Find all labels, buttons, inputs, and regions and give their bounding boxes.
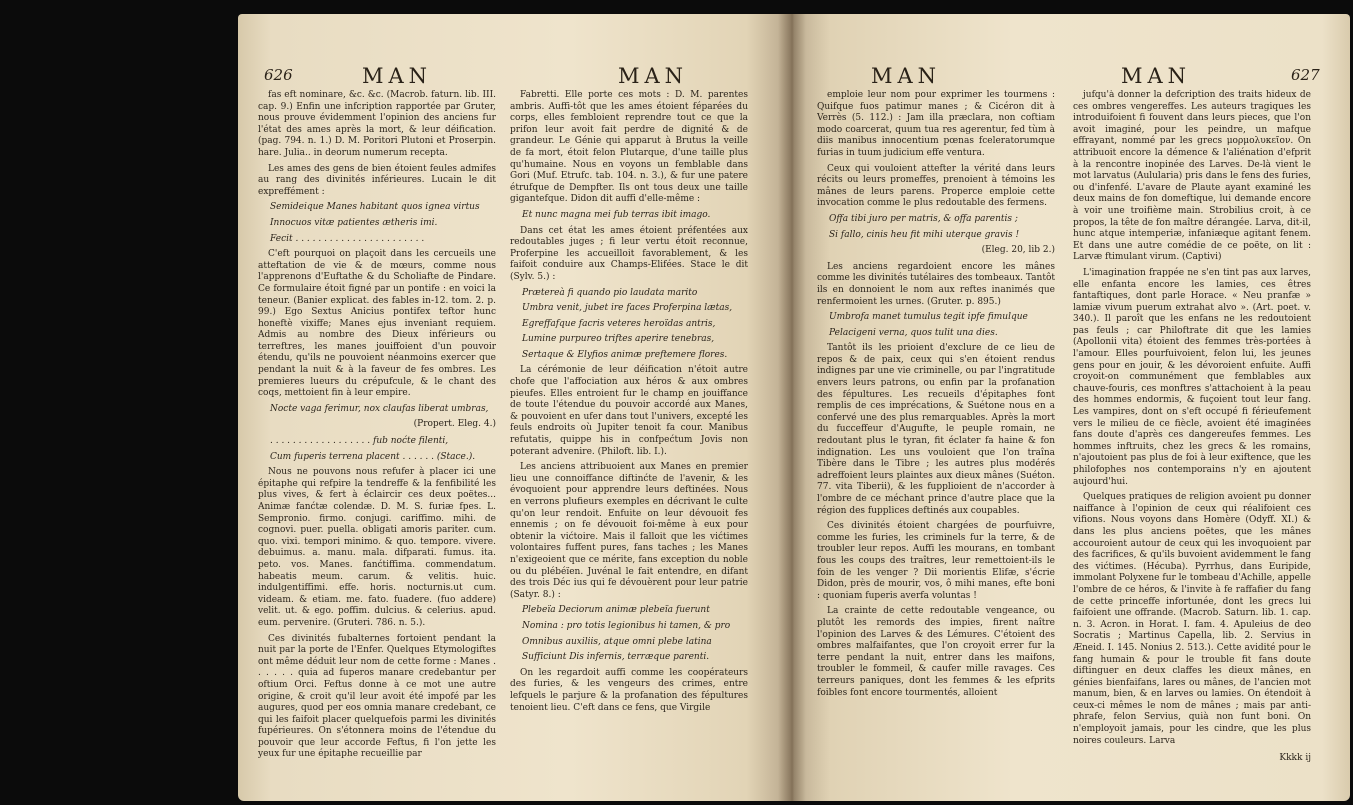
signature-mark: Kkkk ij (1279, 753, 1311, 764)
paragraph: Fabretti. Elle porte ces mots : D. M. parentes ambris. Auffi-tôt que les ames étoient féparées du corps, elles fembloient reprendre tout ce que la prifon leur avoit fait perdre de dignité & de grandeur. Le Génie qui apparut à Brutus la veille de fa mort, étoit felon Plutarque, d'une taille plus qu'humaine. Nous en voyons un femblable dans Gori (Muf. Etrufc. tab. 104. n. 3.), & fur une patere étrufque de Dempfter. Ils ont tous deux une taille gigantefque. Didon dit auffi d'elle-même : (510, 90, 748, 205)
verse-line: Cum fuperis terrena placent . . . . . . (Stace.). (270, 451, 476, 462)
paragraph: L'imagination frappée ne s'en tint pas aux larves, elle enfanta encore les lamies, ces êtres fantaftiques, dont parle Horace. « Neu pranfæ » lamiæ vivum puerum extrahat alvo ». (Art. poet. v. 340.). Il paroît que les enfans ne les redoutoient pas feuls ; car Philoftrate dit que les lamies (Apollonii vita) étoient des femmes très-portées à l'amour. Elles pourfuivoient, felon lui, les jeunes gens pour en jouir, & les dévoroient enfuite. Auffi croyoit-on communément que femblables aux chauve-fouris, ces monftres s'attachoient à la peau des hommes endormis, & fuçoient tout leur fang. Les vampires, dont on s'eft occupé fi férieufement vers le milieu de ce fiècle, avoient été imaginées fans doute d'après ces dangereufes femmes. Les hommes inftruits, chez les grecs & les romains, n'ajoutoient pas plus de foi à leur exiftence, que les philofophes nos contemporains n'y en ajoutent aujourd'hui. (1073, 267, 1311, 487)
verse-line: Prætereà fi quando pio laudata marito (522, 287, 698, 298)
verse-line: Semideique Manes habitant quos ignea virtus (270, 202, 480, 213)
paragraph: Tantôt ils les prioient d'exclure de ce lieu de repos & de paix, ceux qui s'en étoient rendus indignes par une vie criminelle, ou par l'ingratitude envers leurs patrons, ou enfin par la profanation des fépultures. Les recueils d'épitaphes font remplis de ces imprécations, & Suétone nous en a confervé une des plus remarquables. Après la mort du fucceffeur d'Augufte, le peuple romain, ne redoutant plus le tyran, fit éclater fa haine & fon indignation. Les uns vouloient que l'on traîna Tibère dans le Tibre ; les autres plus modérés adreffoient leurs plaintes aux dieux mânes (Suéton. 77. vita Tiberii), & les fupplioient de n'accorder à l'ombre de ce méchant prince d'autre place que la région des fupplices deftinés aux coupables. (817, 343, 1055, 516)
right-page (791, 14, 1350, 801)
text-column (258, 90, 496, 790)
paragraph: Quelques pratiques de religion avoient pu donner naiffance à l'opinion de ceux qui réalifoient ces vifions. Nous voyons dans Homère (Odyff. XI.) & dans les plus anciens poëtes, que les mânes accouroient autour de ceux qui les invoquoient par des facrifices, & qu'ils buvoient avidemment le fang des vićtimes. (Hécuba). Pyrrhus, dans Euripide, immolant Polyxene fur le tombeau d'Achille, appelle l'ombre de ce héros, & l'invite à fe raffafier du fang de cette princeffe infortunée, dont les grecs lui faifoient une offrande. (Macrob. Saturn. lib. 1. cap. n. 3. Acron. in Horat. I. fam. 4. Apuleius de deo Socratis ; Martinus Capella, lib. 2. Servius in Æneid. I. 145. Nonius 2. 513.). Cette avidité pour le fang humain & pour le trouble fit fans doute diftinguer en deux claffes les dieux mânes, en génies bienfaifans, lares ou mânes, de l'ancien mot manum, bien, & en larves ou lamies. On étendoit à ceux-ci mêmes le nom de mânes ; mais par anti-phrafe, felon Servius, quià non funt boni. On n'employoit jamais, pour les cindre, que les plus noires couleurs. Larva (1073, 492, 1311, 746)
verse-line: Et nunc magna mei fub terras ibit imago. (522, 209, 711, 220)
verse-line: Umbra venit, jubet ire faces Proferpina lætas, (522, 303, 733, 314)
verse-line: Pelacigeni verna, quos tulit una dies. (829, 327, 998, 338)
text-column (510, 90, 748, 790)
text-column (1073, 90, 1311, 790)
paragraph: emploie leur nom pour exprimer les tourmens : Quifque fuos patimur manes ; & Cicéron dit à Verrès (5. 112.) : Jam illa præclara, non coftiam modo coarcerat, quum tua res agerentur, fed tùm à diis manibus innocentium pœnas fceleratorumque furias in tuum judicium effe ventura. (817, 90, 1055, 158)
text-column (817, 90, 1055, 790)
citation: (Propert. Eleg. 4.) (413, 419, 496, 430)
paragraph: Ces divinités étoient chargées de pourfuivre, comme les furies, les criminels fur la terre, & de troubler leur repos. Auffi les mourans, en tombant fous les coups des traîtres, leur remettoient-ils le foin de les venger ? Dii morientis Elifæ, s'écrie Didon, près de mourir, vos, ô mihi manes, efte boni : quoniam fuperis averfa voluntas ! (817, 521, 1055, 601)
verse-line: Innocuos vitæ patientes ætheris imi. (270, 217, 438, 228)
paragraph: On les regardoit auffi comme les coopérateurs des furies, & les vengeurs des crimes, entre lefquels le parjure & la profanation des fépultures tenoient lieu. C'eft dans ce fens, que Virgile (510, 667, 748, 713)
paragraph: fas eft nominare, &c. &c. (Macrob. faturn. lib. III. cap. 9.) Enfin une infcription rapportée par Gruter, nous prouve évidemment l'opinion des anciens fur l'état des ames après la mort, & leur déification. (pag. 794. n. 1.) D. M. Poritori Plutoni et Proserpin. hare. Julia.. in deorum numerum recepta. (258, 90, 496, 158)
paragraph: Nous ne pouvons nous refufer à placer ici une épitaphe qui refpire la tendreffe & la fenfibilité les plus vives, & fert à éclaircir ces deux poëtes... Animæ fanćtæ colendæ. D. M. S. furiæ fpes. L. Sempronio. firmo. conjugi. cariffimo. mihi. de cognovi. puer. puella. obligati amoris pariter. cum. quo. vixi. tempori minimo. & quo. tempore. vivere. debuimus. a. manu. mala. difparati. fumus. ita. peto. vos. Manes. fanćtiffima. commendatum. habeatis meum. carum. & velitis. huic. indulgentiffimi. effe. horis. nocturnis.ut cum. videam. & etiam. me. fato. fuadere. (fuo addere) velit. ut. & ego. poffim. dulcius. & celerius. apud. eum. pervenire. (Gruteri. 786. n. 5.). (258, 467, 496, 628)
paragraph: C'eft pourquoi on plaçoit dans les cercueils une atteftation de vie & de mœurs, comme nous l'apprenons d'Euftathe & du Scholiafte de Pindare. Ce formulaire étoit figné par un pontife : en voici la teneur. (Banier explicat. des fables in-12. tom. 2. p. 99.) Ego Sextus Anicius pontifex teftor hunc honeftè vixiffe; Manes ejus inveniant requiem. Admis au nombre des Dieux inférieurs ou terreftres, les manes jouiffoient d'un pouvoir étendu, qu'ils ne pouvoient néanmoins exercer que pendant la nuit & à la faveur de fes ombres. Les premieres lueurs du crépufcule, & le chant des coqs, mettoient fin à leur empire. (258, 249, 496, 399)
page-number: 627 (1291, 66, 1320, 84)
paragraph: Ces divinités fubalternes fortoient pendant la nuit par la porte de l'Enfer. Quelques Etymologiftes ont même déduit leur nom de cette forme : Manes . . . . . . quia ad fuperos manare credebantur per oftium Orci. Feftus donne à ce mot une autre origine, & croit qu'il leur avoit été impofé par les augures, quod per eos omnia manare credebant, ce qui les faifoit placer quelquefois parmi les divinités fupérieures. On s'étonnera moins de l'étendue du pouvoir que leur accorde Feftus, fi l'on jette les yeux fur une épitaphe recueillie par (258, 633, 496, 760)
running-header: MAN (618, 64, 689, 88)
open-book (238, 14, 1350, 801)
paragraph: La crainte de cette redoutable vengeance, ou plutôt les remords des impies, firent naître l'opinion des Larves & des Lémures. C'étoient des ombres malfaifantes, que l'on croyoit errer fur la terre pendant la nuit, entrer dans les maifons, troubler le fommeil, & caufer mille ravages. Ces terreurs paniques, dont les femmes & les efprits foibles font encore tourmentés, alloient (817, 606, 1055, 698)
paragraph: Ceux qui vouloient attefter la vérité dans leurs récits ou leurs promeffes, prenoient à témoins les mânes de leurs parens. Properce emploie cette invocation comme le plus redoutable des fermens. (817, 163, 1055, 209)
verse-line: Lumine purpureo triftes aperire tenebras, (522, 334, 715, 345)
paragraph: Dans cet état les ames étoient préfentées aux redoutables juges ; fi leur vertu étoit reconnue, Proferpine les accueilloit favorablement, & les faifoit conduire aux Champs-Elifées. Stace le dit (Sylv. 5.) : (510, 225, 748, 282)
verse-line: Sertaque & Elyfios animæ preftemere flores. (522, 349, 728, 360)
paragraph: La cérémonie de leur déification n'étoit autre chofe que l'affociation aux héros & aux ombres pieufes. Elles entroient fur le champ en jouiffance de toute l'étendue du pouvoir accordé aux Manes, & pouvoient en ufer dans tout l'univers, excepté les feuls endroits où Jupiter tenoit fa cour. Manibus refutatis, quippe his in confpećtum Jovis non poterant advenire. (Philoft. lib. I.). (510, 365, 748, 457)
page-number: 626 (264, 66, 293, 84)
citation: (Eleg. 20, lib 2.) (981, 245, 1055, 256)
verse-line: Offa tibi juro per matris, & offa parentis ; (829, 213, 1018, 224)
running-header: MAN (1121, 64, 1192, 88)
paragraph: Les anciens attribuoient aux Manes en premier lieu une connoiffance diftinćte de l'avenir, & les évoquoient pour apprendre leurs deftinées. Nous en verrons plufieurs exemples en décrivant le culte qu'on leur rendoit. Enfuite on leur dévouoit fes ennemis ; on fe dévouoit foi-même à eux pour obtenir la vićtoire. Mais il falloit que les vićtimes volontaires fuffent pures, fans taches ; les Manes n'exigeoient que ce mérite, fans exception du noble ou du plébéïen. Juvénal le fait entendre, en difant des trois Déc ius qui fe dévouèrent pour leur patrie (Satyr. 8.) : (510, 462, 748, 600)
paragraph: Les anciens regardoient encore les mânes comme les divinités tutélaires des tombeaux. Tantôt ils en donnoient le nom aux reftes inanimés que renfermoient les urnes. (Gruter. p. 895.) (817, 261, 1055, 307)
verse-line: Omnibus auxiliis, atque omni plebe latina (522, 636, 712, 647)
verse-line: Plebeïa Deciorum animæ plebeïa fuerunt (522, 605, 710, 616)
running-header: MAN (362, 64, 433, 88)
verse-line: Nocte vaga ferimur, nox claufas liberat umbras, (270, 403, 489, 414)
verse-line: Egreffafque facris veteres heroïdas antris, (522, 318, 716, 329)
verse-line: . . . . . . . . . . . . . . . . . . fub noćte filenti, (270, 436, 449, 447)
verse-line: Si fallo, cinis heu fit mihi uterque gravis ! (829, 229, 1020, 240)
book-gutter (778, 14, 806, 801)
verse-line: Umbrofa manet tumulus tegit ipfe fimulque (829, 312, 1028, 323)
running-header: MAN (871, 64, 942, 88)
paragraph: jufqu'à donner la defcription des traits hideux de ces ombres vengereffes. Les auteurs tragiques les introduifoient fi fouvent dans leurs pieces, que l'on avoit imaginé, pour les peindre, un mafque effrayant, nommé par les grecs μορμολυκεῖον. On attribuoit encore la démence & l'aliénation d'efprit à la rencontre inopinée des Larves. De-là vient le mot larvatus (Aulularia) pris dans le fens des furies, ou d'infenfé. L'avare de Plaute ayant examiné les deux mains de fon domeftique, lui demande encore à voir une troifième main. Strobilius croit, à ce propos, la tête de fon maître dérangée. Larva, dit-il, hunc atque intemperiæ, infaniæque agitant fenem. Et dans une autre comédie de ce poëte, on lit : Larvæ ftimulant virum. (Captivi) (1073, 90, 1311, 263)
verse-line: Sufficiunt Dis infernis, terræque parenti. (522, 652, 710, 663)
left-page (238, 14, 791, 801)
verse-line: Nomina : pro totis legionibus hi tamen, & pro (522, 620, 731, 631)
verse-line: Fecit . . . . . . . . . . . . . . . . . . . . . . . (270, 233, 425, 244)
paragraph: Les ames des gens de bien étoient feules admifes au rang des divinités inférieures. Lucain le dit expreffément : (258, 163, 496, 197)
